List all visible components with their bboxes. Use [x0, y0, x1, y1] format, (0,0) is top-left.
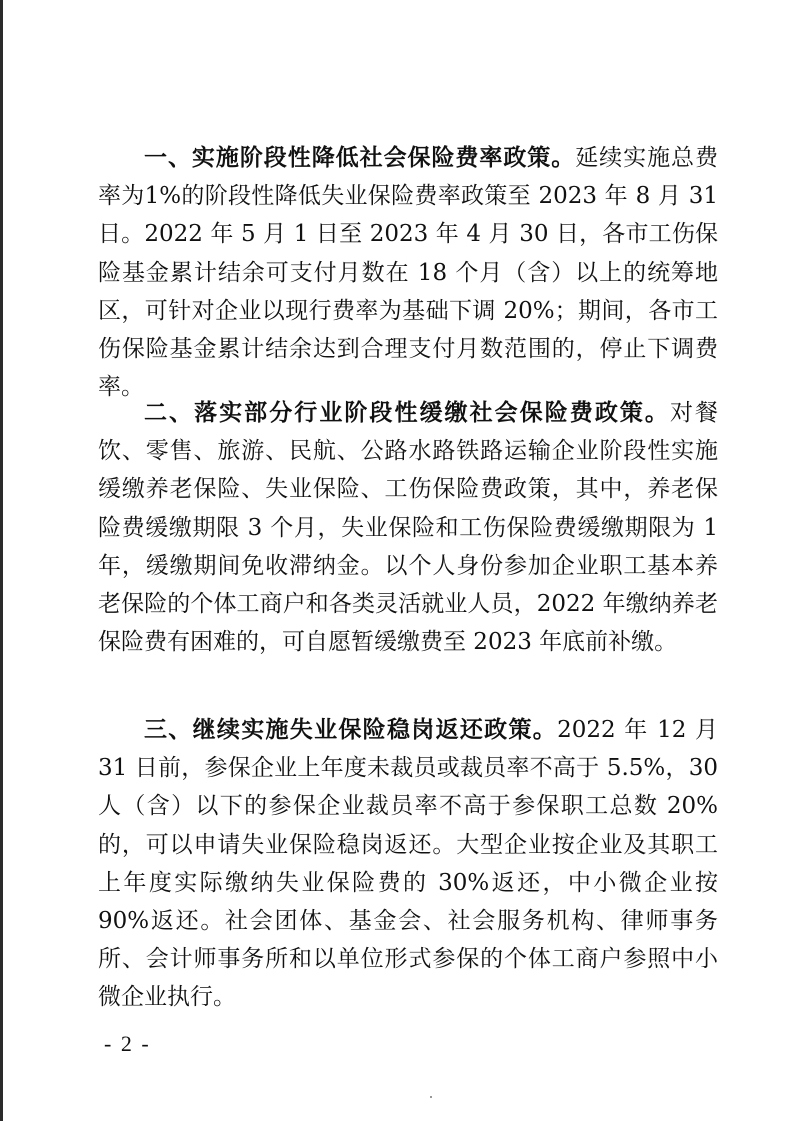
- paragraph-3-heading: 三、继续实施失业保险稳岗返还政策。: [144, 717, 558, 743]
- paragraph-2-text: 对餐饮、零售、旅游、民航、公路水路铁路运输企业阶段性实施缓缴养老保险、失业保险、工伤保险费政策，其中，养老保险费缓缴期限 3 个月，失业保险和工伤保险费缓缴期限为 1 年，缓缴期间免收滞纳金。以个人身份参加企业职工基本养老保险的个体工商户和各类灵活就业人员，2022 年缴纳养老保险费有困难的，可自愿暂缓缴费至 2023 年底前补缴。: [98, 400, 719, 656]
- paragraph-1-heading: 一、实施阶段性降低社会保险费率政策。: [144, 145, 576, 171]
- scan-edge: [0, 0, 3, 1121]
- paragraph-2-heading: 二、落实部分行业阶段性缓缴社会保险费政策。: [144, 400, 670, 426]
- paragraph-1: [98, 139, 719, 401]
- paragraph-1-text: 延续实施总费率为1%的阶段性降低失业保险费率政策至 2023 年 8 月 31 日。2022 年 5 月 1 日至 2023 年 4 月 30 日，各市工伤保险基金累计结余可支付月数在 18 个月（含）以上的统筹地区，可针对企业以现行费率为基础下调 20%；期间，各市工伤保险基金累计结余达到合理支付月数范围的，停止下调费率。: [98, 145, 719, 401]
- paragraph-3-text: 2022 年 12 月 31 日前，参保企业上年度未裁员或裁员率不高于 5.5%，30 人（含）以下的参保企业裁员率不高于参保职工总数 20%的，可以申请失业保险稳岗返还。大型企业按企业及其职工上年度实际缴纳失业保险费的 30%返还，中小微企业按 90%返还。社会团体、基金会、社会服务机构、律师事务所、会计师事务所和以单位形式参保的个体工商户参照中小微企业执行。: [98, 717, 719, 1011]
- scan-speck: [430, 1096, 432, 1098]
- paragraph-2: [98, 394, 718, 694]
- paragraph-3: [98, 711, 718, 1011]
- page-number: - 2 -: [104, 1031, 151, 1056]
- document-body: [98, 0, 718, 1121]
